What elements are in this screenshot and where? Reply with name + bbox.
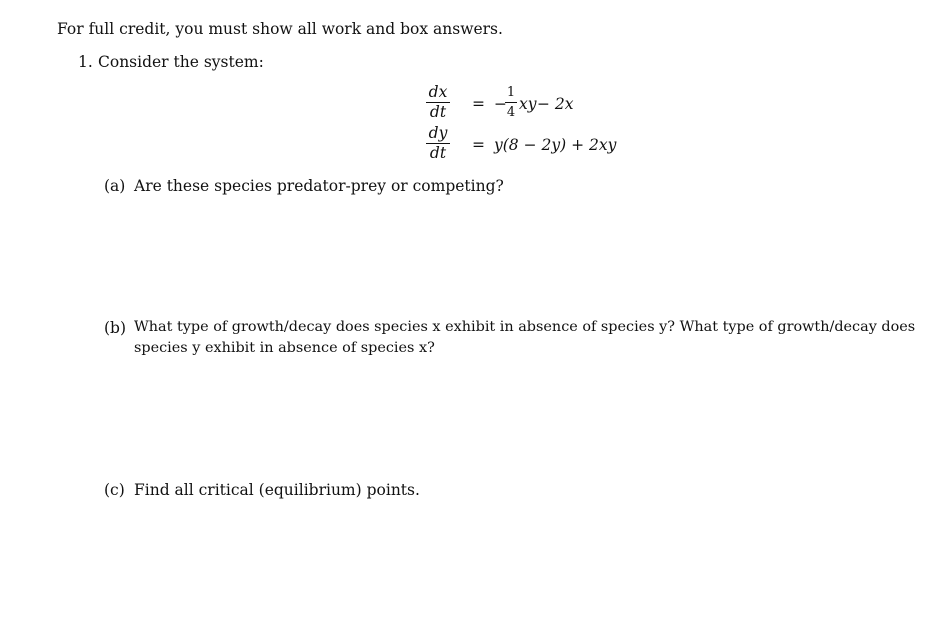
eq1-term-rest: − 2x — [537, 95, 574, 113]
eq1-rhs-numerator: 1 — [506, 85, 516, 100]
part-b-label: (b) — [104, 319, 127, 337]
problem-number: 1. — [78, 53, 93, 71]
instructions: For full credit, you must show all work and box answers. — [57, 20, 503, 38]
part-b-line1: What type of growth/decay does species x exhibit in absence of species y? What type of growth/decay does — [134, 319, 916, 335]
eq2-lhs-fraction — [426, 126, 450, 161]
eq1-minus: − — [494, 95, 507, 113]
eq1-lhs-fraction — [426, 85, 450, 120]
part-b-line2: species y exhibit in absence of species x? — [134, 340, 435, 356]
eq2-equals: = — [472, 136, 485, 154]
eq2-lhs-numerator: dy — [428, 124, 448, 142]
eq1-lhs-denominator: dt — [429, 103, 447, 121]
eq1-equals: = — [472, 95, 485, 113]
eq1-term-xy: xy — [519, 95, 537, 113]
part-a-label: (a) — [104, 177, 126, 195]
part-c-label: (c) — [104, 481, 125, 499]
problem-intro: Consider the system: — [98, 53, 264, 71]
part-a-text: Are these species predator-prey or competing? — [134, 177, 504, 195]
eq2-lhs-denominator: dt — [429, 144, 447, 162]
part-c-text: Find all critical (equilibrium) points. — [134, 481, 420, 499]
eq2-rhs: y(8 − 2y) + 2xy — [494, 136, 617, 154]
eq1-rhs-denominator: 4 — [506, 105, 516, 120]
eq1-rhs-fraction — [505, 85, 517, 120]
eq1-lhs-numerator: dx — [428, 83, 448, 101]
